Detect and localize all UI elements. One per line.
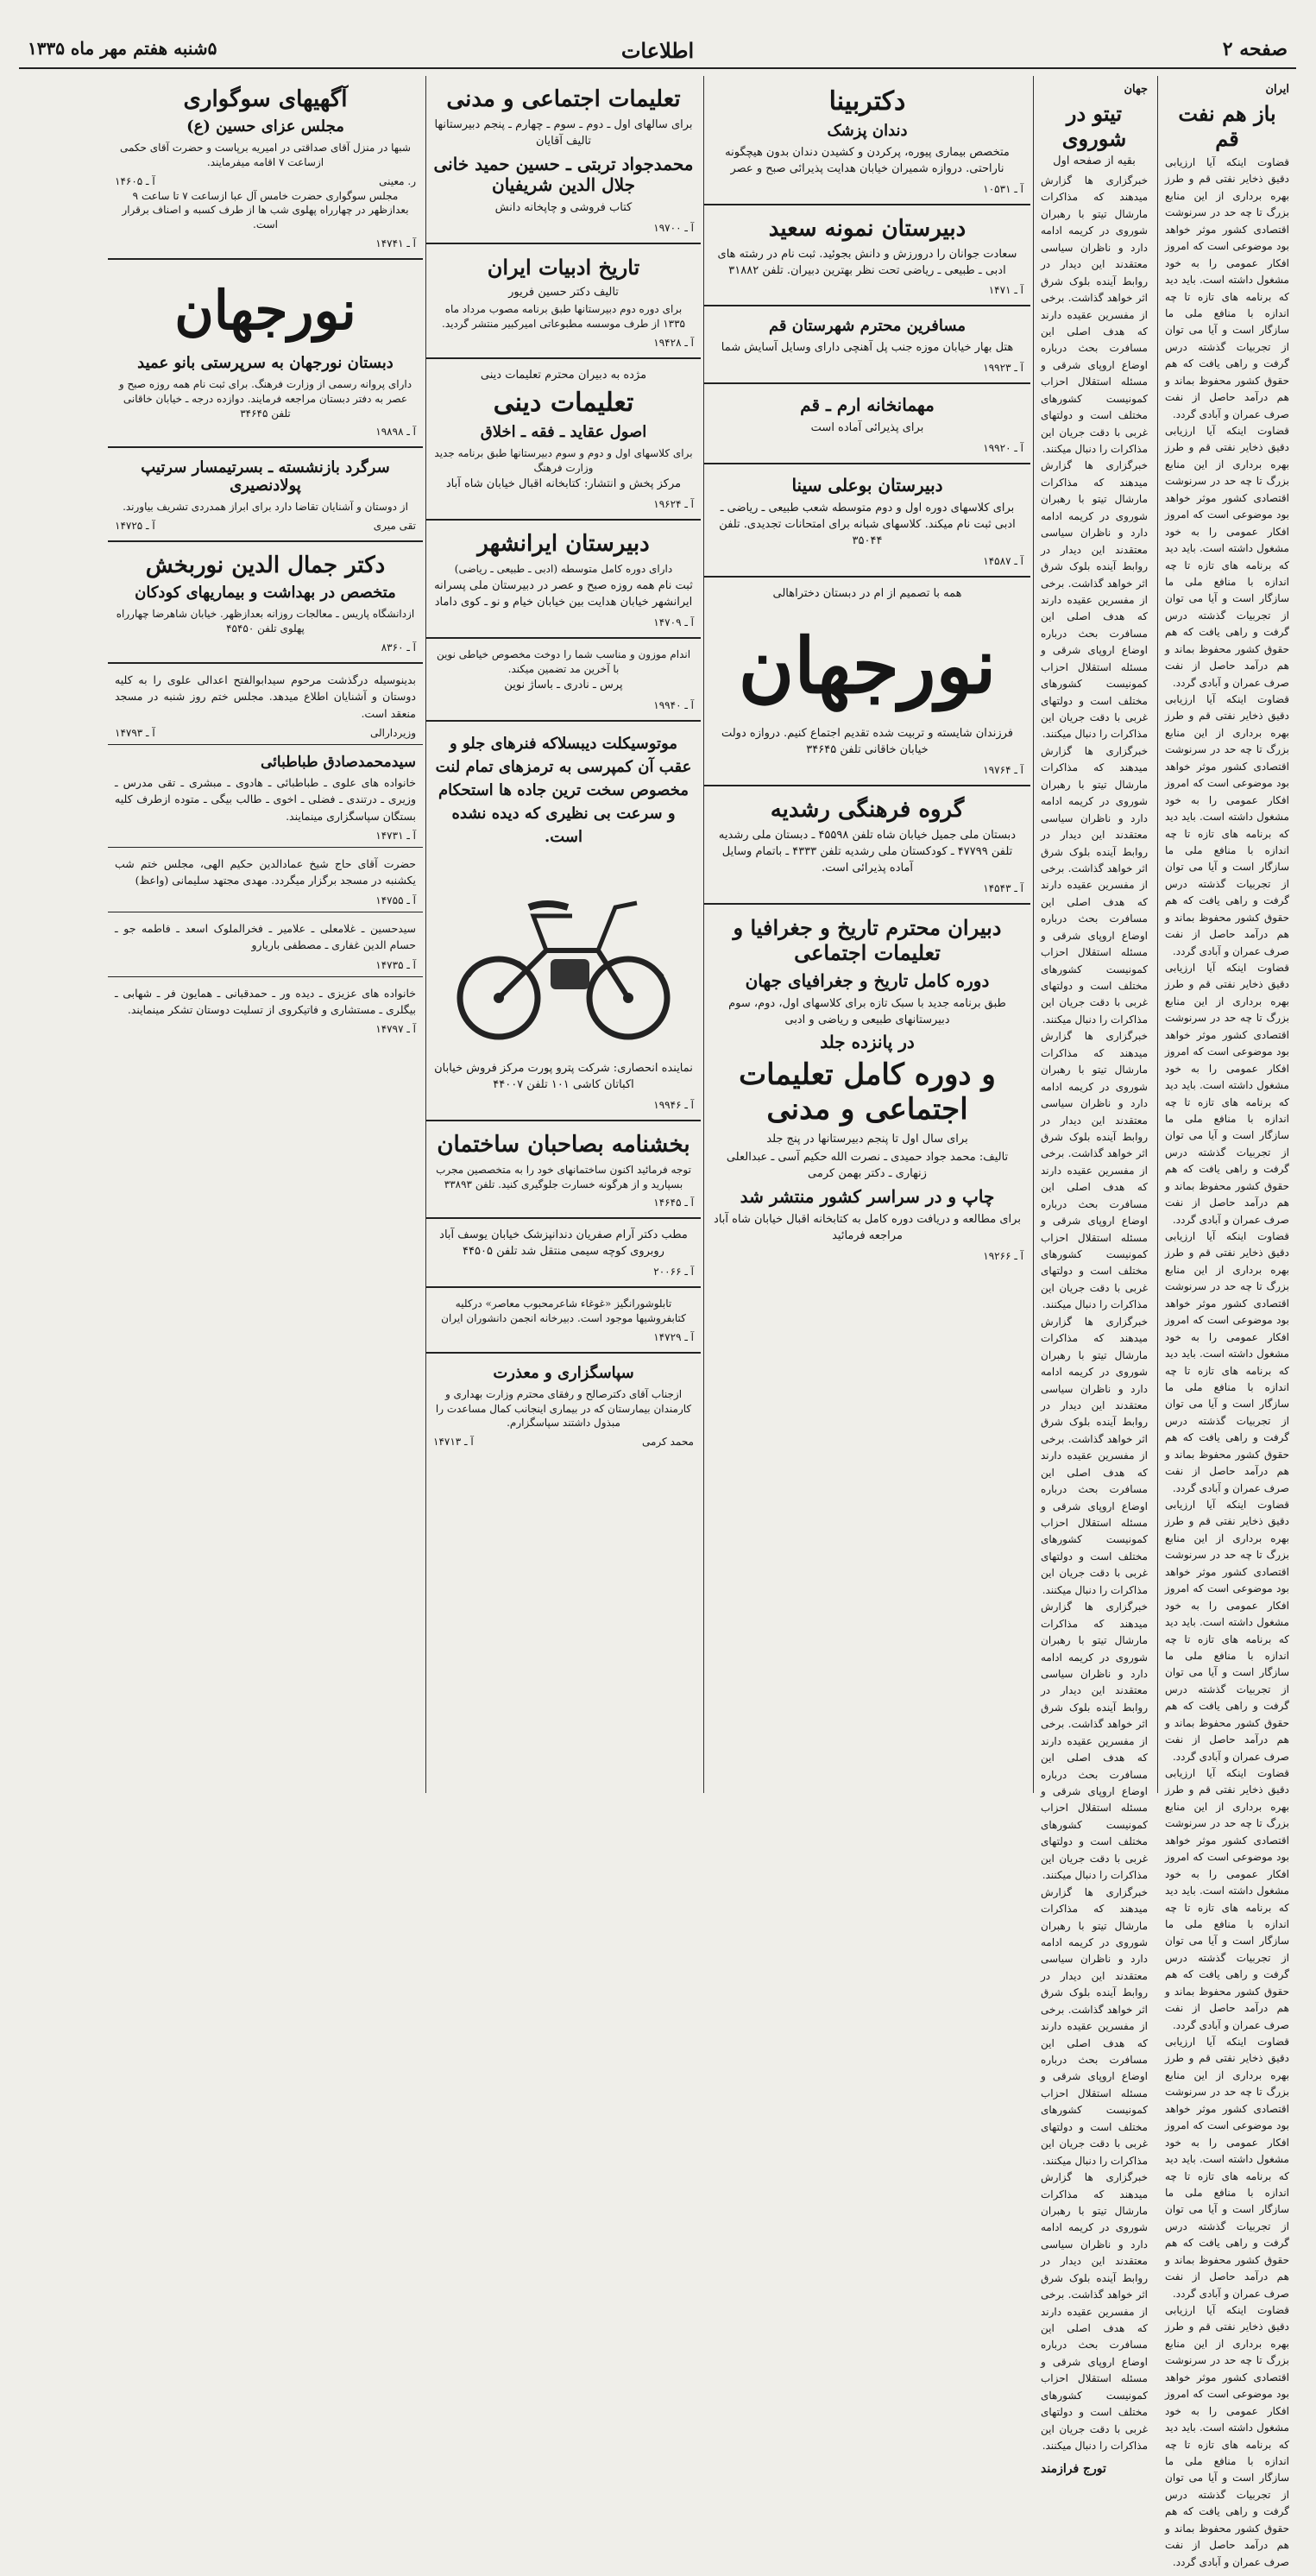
motorcycle-illustration xyxy=(451,856,676,1054)
ad-volumes: در پانزده جلد xyxy=(820,1032,915,1053)
masthead xyxy=(19,33,1296,69)
ad-ref: آ ـ ۱۹۷۰۰ xyxy=(653,221,694,234)
article-body-repeat: خبرگزاری ها گزارش میدهند که مذاکرات مارشال تیتو با رهبران شوروی در کریمه ادامه دارد و ناظران سیاسی معتقدند این دیدار در روابط آینده بلوک شرق اثر خواهد گذاشت. برخی از مفسرین عقیده دارند که هدف اصلی این مسافرت بحث درباره اوضاع اروپای شرقی و مسئله استقلال احزاب کمونیست کشورهای مختلف است و دولتهای غربی با دقت جریان این مذاکرات را دنبال میکنند. xyxy=(1041,744,1148,1026)
article-body-repeat: خبرگزاری ها گزارش میدهند که مذاکرات مارشال تیتو با رهبران شوروی در کریمه ادامه دارد و ناظران سیاسی معتقدند این دیدار در روابط آینده بلوک شرق اثر خواهد گذاشت. برخی از مفسرین عقیده دارند که هدف اصلی این مسافرت بحث درباره اوضاع اروپای شرقی و مسئله استقلال احزاب کمونیست کشورهای مختلف است و دولتهای غربی با دقت جریان این مذاکرات را دنبال میکنند. xyxy=(1041,2171,1148,2453)
ad-title: بخشنامه بصاحبان ساختمان xyxy=(437,1131,690,1158)
article-body-repeat: قضاوت اینکه آیا ارزیابی دقیق ذخایر نفتی قم و طرز بهره برداری از این منابع بزرگ تا چه حد در سرنوشت اقتصادی کشور موثر خواهد بود موضوعی است که امروز افکار عمومی را به خود مشغول داشته است. باید دید که برنامه های تازه تا چه اندازه با منافع ملی ما سازگار است و آیا می توان از تجربیات گذشته درس گرفت و راهی یافت که هم حقوق کشور محفوظ بماند و هم درآمد حاصل از نفت صرف عمران و آبادی گردد. xyxy=(1165,1230,1289,1494)
iran-article xyxy=(1158,76,1296,2576)
signature: تورج فرازمند xyxy=(1041,2461,1106,2476)
column-notices xyxy=(108,76,423,1793)
ad-ref: آ ـ ۱۹۲۶۶ xyxy=(983,1249,1023,1262)
ad-ref: آ ـ ۱۴۷۵۵ xyxy=(375,893,416,906)
article-body-repeat: قضاوت اینکه آیا ارزیابی دقیق ذخایر نفتی قم و طرز بهره برداری از این منابع بزرگ تا چه حد در سرنوشت اقتصادی کشور موثر خواهد بود موضوعی است که امروز افکار عمومی را به خود مشغول داشته است. باید دید که برنامه های تازه تا چه اندازه با منافع ملی ما سازگار است و آیا می توان از تجربیات گذشته درس گرفت و راهی یافت که هم حقوق کشور محفوظ بماند و هم درآمد حاصل از نفت صرف عمران و آبادی گردد. xyxy=(1165,425,1289,689)
ad-text: فرزندان شایسته و تربیت شده تقدیم اجتماع کنیم. دروازه دولت خیابان خاقانی تلفن ۳۴۶۴۵ xyxy=(721,727,1014,757)
notice-families xyxy=(108,912,423,977)
ad-text: برای پذیرائی آماده است xyxy=(810,421,924,435)
ad-publisher: مرکز پخش و انتشار: کتابخانه اقبال خیابان شاه آباد xyxy=(445,477,682,491)
ad-title: مسافرین محترم شهرستان قم xyxy=(768,317,967,336)
ad-text: دبستان ملی جمیل خیابان شاه تلفن ۴۵۵۹۸ ـ دبستان ملی رشدیه تلفن ۴۷۷۹۹ ـ کودکستان ملی رشدیه تلفن ۴۳۳۳ ـ باتمام وسایل آماده پذیرائی است. xyxy=(718,829,1017,874)
nourjahan-logo: نورجهان xyxy=(174,278,356,342)
ad-dentist xyxy=(426,1219,701,1288)
section-label: ایران xyxy=(1265,83,1289,96)
column-world xyxy=(1033,76,1155,2476)
ad-ref: آ ـ ۱۹۹۴۰ xyxy=(653,699,694,712)
page-number: صفحه ۲ xyxy=(1222,38,1288,60)
ad-text: برای مطالعه و دریافت دوره کامل به کتابخانه اقبال خیابان شاه آباد مراجعه فرمائید xyxy=(714,1212,1021,1242)
ad-title: سپاسگزاری و معذرت xyxy=(493,1363,634,1382)
notice-azizi xyxy=(108,977,423,1041)
ad-doctor-nourbakhsh xyxy=(108,542,423,664)
ad-text: برای سالهای اول ـ دوم ـ سوم ـ چهارم ـ پنجم دبیرستانها تالیف آقایان xyxy=(434,118,693,148)
ad-text: برای سال اول تا پنجم دبیرستانها در پنج جلد xyxy=(766,1133,968,1146)
ad-text: اندام موزون و مناسب شما را دوخت مخصوص خیاطی نوین با آخرین مد تضمین میکند. xyxy=(436,647,691,675)
article-body-repeat: خبرگزاری ها گزارش میدهند که مذاکرات مارشال تیتو با رهبران شوروی در کریمه ادامه دارد و ناظران سیاسی معتقدند این دیدار در روابط آینده بلوک شرق اثر خواهد گذاشت. برخی از مفسرین عقیده دارند که هدف اصلی این مسافرت بحث درباره اوضاع اروپای شرقی و مسئله استقلال احزاب کمونیست کشورهای مختلف است و دولتهای غربی با دقت جریان این مذاکرات را دنبال میکنند. xyxy=(1041,1315,1148,1596)
nourjahan-logo: نورجهان xyxy=(738,621,997,711)
ad-text: برای کلاسهای دوره اول و دوم متوسطه شعب طبیعی ـ ریاضی ـ ادبی ثبت نام میکند. کلاسهای شبانه برای امتحانات تجدیدی. تلفن ۳۵۰۴۴ xyxy=(719,502,1016,547)
ad-subtitle: دارای دوره کامل متوسطه (ادبی ـ طبیعی ـ ریاضی) xyxy=(454,563,673,576)
notice-text: سیدحسین ـ غلامعلی ـ علامیر ـ فخرالملوک اسعد ـ فاطمه جو ـ حسام الدین غفاری ـ مصطفی باریارو xyxy=(115,921,416,952)
ad-ref: آ ـ ۱۹۹۲۳ xyxy=(983,362,1023,375)
article-body-repeat: قضاوت اینکه آیا ارزیابی دقیق ذخایر نفتی قم و طرز بهره برداری از این منابع بزرگ تا چه حد در سرنوشت اقتصادی کشور موثر خواهد بود موضوعی است که امروز افکار عمومی را به خود مشغول داشته است. باید دید که برنامه های تازه تا چه اندازه با منافع ملی ما سازگار است و آیا می توان از تجربیات گذشته درس گرفت و راهی یافت که هم حقوق کشور محفوظ بماند و هم درآمد حاصل از نفت صرف عمران و آبادی گردد. xyxy=(1165,2036,1289,2300)
ad-ref: آ ـ ۲۰۰۶۶ xyxy=(653,1266,694,1279)
ad-ref: آ ـ ۱۴۶۴۵ xyxy=(653,1196,694,1209)
ad-ref: محمد کرمی آ ـ ۱۴۷۱۳ xyxy=(433,1436,694,1449)
article-body: قضاوت اینکه آیا ارزیابی دقیق ذخایر نفتی قم و طرز بهره برداری از این منابع بزرگ تا چه حد در سرنوشت اقتصادی کشور موثر خواهد بود موضوعی است که امروز افکار عمومی را به خود مشغول داشته است. باید دید که برنامه های تازه تا چه اندازه با منافع ملی ما سازگار است و آیا می توان از تجربیات گذشته درس گرفت و راهی یافت که هم حقوق کشور محفوظ بماند و هم درآمد حاصل از نفت صرف عمران و آبادی گردد. xyxy=(1165,156,1289,420)
ad-title: دبیرستان ایرانشهر xyxy=(477,531,650,558)
ad-ref: آ ـ ۱۴۷۴۱ xyxy=(375,237,416,249)
ad-tailor xyxy=(426,639,701,722)
ad-builders xyxy=(426,1121,701,1220)
article-title: باز هم نفت قم xyxy=(1178,101,1276,151)
byline: بقیه از صفحه اول xyxy=(1053,155,1136,167)
ad-notice: مژده به دبیران محترم تعلیمات دینی xyxy=(480,368,647,382)
ad-iranshahr xyxy=(426,521,701,638)
ad-ref: ر. معینی آ ـ ۱۴۶۰۵ xyxy=(115,174,416,187)
ad-title: دکتربینا xyxy=(828,86,906,117)
issue-date: ۵شنبه هفتم مهر ماه ۱۳۳۵ xyxy=(28,38,217,59)
article-body-repeat: خبرگزاری ها گزارش میدهند که مذاکرات مارشال تیتو با رهبران شوروی در کریمه ادامه دارد و ناظران سیاسی معتقدند این دیدار در روابط آینده بلوک شرق اثر خواهد گذاشت. برخی از مفسرین عقیده دارند که هدف اصلی این مسافرت بحث درباره اوضاع اروپای شرقی و مسئله استقلال احزاب کمونیست کشورهای مختلف است و دولتهای غربی با دقت جریان این مذاکرات را دنبال میکنند. xyxy=(1041,1030,1148,1311)
ad-shop: پرس ـ نادری ـ باساژ نوین xyxy=(504,679,623,692)
ad-nourjahan-girls xyxy=(704,578,1030,787)
notice-title: سیدمحمدصادق طباطبائی xyxy=(260,753,416,771)
ad-ref: آ ـ ۱۹۴۲۸ xyxy=(653,336,694,349)
notice-text: حضرت آقای حاج شیخ عمادالدین حکیم الهی، مجلس ختم شب یکشنبه در مسجد برگزار میگردد. مهدی مجتهد سلیمانی (واعظ) xyxy=(115,857,416,887)
ad-social-education xyxy=(426,76,701,244)
newspaper-name: اطلاعات xyxy=(620,38,695,63)
ad-text: طبق برنامه جدید با سبک تازه برای کلاسهای اول، دوم، سوم دبیرستانهای طبیعی و ریاضی و ادبی xyxy=(728,996,1006,1026)
ad-ref: آ ـ ۱۴۷۲۹ xyxy=(653,1330,694,1343)
ad-title: مهمانخانه ارم ـ قم xyxy=(800,395,935,416)
ad-ref: وزیردارالی آ ـ ۱۴۷۹۳ xyxy=(115,726,416,739)
ad-authors: تالیف: محمد جواد حمیدی ـ نصرت الله حکیم آسی ـ عبدالعلی زنهاری ـ دکتر بهمن کرمی xyxy=(726,1151,1009,1181)
ad-text: شبها در منزل آقای صداقتی در امیریه برپاست و حضرت آقای حکمی ازساعت ۷ اقامه میفرمایند. xyxy=(119,142,411,168)
ad-ref: آ ـ ۸۳۶۰ xyxy=(381,641,416,653)
article-body-repeat: قضاوت اینکه آیا ارزیابی دقیق ذخایر نفتی قم و طرز بهره برداری از این منابع بزرگ تا چه حد در سرنوشت اقتصادی کشور موثر خواهد بود موضوعی است که امروز افکار عمومی را به خود مشغول داشته است. باید دید که برنامه های تازه تا چه اندازه با منافع ملی ما سازگار است و آیا می توان از تجربیات گذشته درس گرفت و راهی یافت که هم حقوق کشور محفوظ بماند و هم درآمد حاصل از نفت صرف عمران و آبادی گردد. xyxy=(1165,693,1289,957)
ad-subtitle: تالیف دکتر حسین فریور xyxy=(508,285,619,299)
ad-literature xyxy=(426,244,701,359)
ad-text: نماینده انحصاری: شرکت پترو پورت مرکز فروش خیابان اکباتان کاشی ۱۰۱ تلفن ۴۴۰۰۷ xyxy=(434,1062,693,1092)
ad-text: مجلس سوگواری حضرت خامس آل عبا ازساعت ۷ تا ساعت ۹ بعدازظهر در چهارراه پهلوی شب ها از طرف کسبه و اصناف برقرار است. xyxy=(122,189,409,231)
ad-ref: آ ـ ۱۴۷۹۷ xyxy=(375,1023,416,1036)
ad-title: تعلیمات دینی xyxy=(493,387,634,418)
ad-pre: همه با تصمیم از ام در دبستان دختراهالی xyxy=(772,586,962,600)
ad-bina xyxy=(704,76,1030,205)
article-body-repeat: قضاوت اینکه آیا ارزیابی دقیق ذخایر نفتی قم و طرز بهره برداری از این منابع بزرگ تا چه حد در سرنوشت اقتصادی کشور موثر خواهد بود موضوعی است که امروز افکار عمومی را به خود مشغول داشته است. باید دید که برنامه های تازه تا چه اندازه با منافع ملی ما سازگار است و آیا می توان از تجربیات گذشته درس گرفت و راهی یافت که هم حقوق کشور محفوظ بماند و هم درآمد حاصل از نفت صرف عمران و آبادی گردد. xyxy=(1165,2304,1289,2568)
ad-subtitle: دوره کامل تاریخ و جغرافیای جهان xyxy=(745,969,990,991)
ad-text: ازدانشگاه پاریس ـ معالجات روزانه بعدازظهر. خیابان شاهرضا چهارراه پهلوی تلفن ۴۵۴۵۰ xyxy=(116,608,415,635)
ad-motorcycle xyxy=(426,722,701,1121)
ad-text: برای دوره دوم دبیرستانها طبق برنامه مصوب مرداد ماه ۱۳۳۵ از طرف موسسه مطبوعاتی امیرکبیر منتشر گردید. xyxy=(442,303,685,331)
ad-ref: آ ـ ۱۹۹۲۰ xyxy=(983,442,1023,455)
ad-thanks xyxy=(426,1354,701,1456)
ad-ref: آ ـ ۱۹۹۴۶ xyxy=(653,1098,694,1111)
ad-text: مطب دکتر آرام صفریان دندانپزشک خیابان یوسف آباد روبروی کوچه سیمی منتقل شد تلفن ۴۴۵۰۵ xyxy=(439,1228,688,1259)
article-body: خبرگزاری ها گزارش میدهند که مذاکرات مارشال تیتو با رهبران شوروی در کریمه ادامه دارد و ناظران سیاسی معتقدند این دیدار در روابط آینده بلوک شرق اثر خواهد گذاشت. برخی از مفسرین عقیده دارند که هدف اصلی این مسافرت بحث درباره اوضاع اروپای شرقی و مسئله استقلال احزاب کمونیست کشورهای مختلف است و دولتهای غربی با دقت جریان این مذاکرات را دنبال میکنند. xyxy=(1041,174,1148,455)
ad-pouladnasiri xyxy=(108,448,423,542)
article-body-repeat: خبرگزاری ها گزارش میدهند که مذاکرات مارشال تیتو با رهبران شوروی در کریمه ادامه دارد و ناظران سیاسی معتقدند این دیدار در روابط آینده بلوک شرق اثر خواهد گذاشت. برخی از مفسرین عقیده دارند که هدف اصلی این مسافرت بحث درباره اوضاع اروپای شرقی و مسئله استقلال احزاب کمونیست کشورهای مختلف است و دولتهای غربی با دقت جریان این مذاکرات را دنبال میکنند. xyxy=(1041,1885,1148,2167)
world-article xyxy=(1034,76,1155,2481)
ad-title: دکتر جمال الدین نوربخش xyxy=(145,552,386,579)
ad-ref: آ ـ ۱۹۸۹۸ xyxy=(375,426,416,439)
notice-text: خانواده های علوی ـ طباطبائی ـ هادوی ـ مبشری ـ تقی مدرس ـ وزیری ـ درتندی ـ فضلی ـ اخوی ـ طالب بیگی ـ متوده ازطرف کلیه بستگان سپاسگزاری مینمایند. xyxy=(115,775,416,823)
ad-title: دبیرستان بوعلی سینا xyxy=(791,475,943,496)
article-body-repeat: قضاوت اینکه آیا ارزیابی دقیق ذخایر نفتی قم و طرز بهره برداری از این منابع بزرگ تا چه حد در سرنوشت اقتصادی کشور موثر خواهد بود موضوعی است که امروز افکار عمومی را به خود مشغول داشته است. باید دید که برنامه های تازه تا چه اندازه با منافع ملی ما سازگار است و آیا می توان از تجربیات گذشته درس گرفت و راهی یافت که هم حقوق کشور محفوظ بماند و هم درآمد حاصل از نفت صرف عمران و آبادی گردد. xyxy=(1165,1499,1289,1763)
ad-text: ثبت نام همه روزه صبح و عصر در دبیرستان ملی پسرانه ایرانشهر خیابان هدایت بین خیابان خیام و نو ـ کوی داماد xyxy=(434,579,693,609)
ad-ref: آ ـ ۱۰۵۳۱ xyxy=(983,182,1023,195)
ad-subtitle: متخصص در بهداشت و بیماریهای کودکان xyxy=(135,584,396,603)
notice-tabatabaei xyxy=(108,745,423,848)
ad-title: سرگرد بازنشسته ـ بسرتیمسار سرتیپ پولادنصیری xyxy=(141,458,390,496)
ad-title: دبیرستان نمونه سعید xyxy=(768,215,967,242)
ad-subtitle: اصول عقاید ـ فقه ـ اخلاق xyxy=(480,422,647,441)
ad-title: آگهیهای سوگواری xyxy=(183,86,348,112)
ad-text: از دوستان و آشنایان تقاضا دارد برای ابراز همدردی تشریف بیاورند. xyxy=(123,501,408,514)
notice-alavi xyxy=(108,664,423,745)
ad-nourjahan xyxy=(108,260,423,448)
ad-saeed-school xyxy=(704,205,1030,307)
ad-bouali-school xyxy=(704,464,1030,578)
ad-ref: آ ـ ۱۴۷۱ xyxy=(988,284,1023,297)
ad-authors: محمدجواد تربتی ـ حسین حمید خانی جلال الدین شریفیان xyxy=(433,153,694,195)
ad-qom-travellers xyxy=(704,306,1030,384)
ad-text: توجه فرمائید اکنون ساختمانهای خود را به متخصصین مجرب بسپارید و از هرگونه خسارت جلوگیری کنید. تلفن ۳۳۸۹۳ xyxy=(436,1163,691,1190)
ad-text: تابلوشورانگیز «غوغاء شاعرمحبوب معاصر» درکلیه کتابفروشیها موجود است. دبیرخانه انجمن دانشوران ایران xyxy=(441,1297,686,1324)
ad-eram-hotel xyxy=(704,384,1030,464)
ad-ref: آ ـ ۱۴۵۴۳ xyxy=(983,881,1023,894)
ad-roshdieh xyxy=(704,786,1030,905)
ad-ref: آ ـ ۱۴۷۰۹ xyxy=(653,616,694,628)
article-body-repeat: خبرگزاری ها گزارش میدهند که مذاکرات مارشال تیتو با رهبران شوروی در کریمه ادامه دارد و ناظران سیاسی معتقدند این دیدار در روابط آینده بلوک شرق اثر خواهد گذاشت. برخی از مفسرین عقیده دارند که هدف اصلی این مسافرت بحث درباره اوضاع اروپای شرقی و مسئله استقلال احزاب کمونیست کشورهای مختلف است و دولتهای غربی با دقت جریان این مذاکرات را دنبال میکنند. xyxy=(1041,459,1148,741)
ad-title: گروه فرهنگی رشدیه xyxy=(770,797,965,824)
ad-ref: آ ـ ۱۴۵۸۷ xyxy=(983,554,1023,567)
ad-ref: آ ـ ۱۴۷۳۵ xyxy=(375,958,416,971)
ad-text: متخصص بیماری پیوره، پرکردن و کشیدن دندان بدون هیچگونه ناراحتی. دروازه شمیران خیابان هدایت پذیرائی صبح و عصر xyxy=(725,146,1010,175)
article-body-repeat: خبرگزاری ها گزارش میدهند که مذاکرات مارشال تیتو با رهبران شوروی در کریمه ادامه دارد و ناظران سیاسی معتقدند این دیدار در روابط آینده بلوک شرق اثر خواهد گذاشت. برخی از مفسرین عقیده دارند که هدف اصلی این مسافرت بحث درباره اوضاع اروپای شرقی و مسئله استقلال احزاب کمونیست کشورهای مختلف است و دولتهای غربی با دقت جریان این مذاکرات را دنبال میکنند. xyxy=(1041,1601,1148,1882)
ad-title: دبیران محترم تاریخ و جغرافیا و تعلیمات اجتماعی xyxy=(733,914,1002,965)
ad-title: موتوسیکلت دیبسلاکه فنرهای جلو و عقب آن کمپرسی به ترمزهای تمام لنت مخصوص سخت ترین جاده ها استحکام و سرعت بی نظیری که دیده نشده است. xyxy=(435,735,692,847)
article-title: تیتو در شوروی xyxy=(1061,101,1127,151)
ad-ref: تقی میری آ ـ ۱۴۷۲۵ xyxy=(115,520,416,533)
ad-title-2: و دوره کامل تعلیمات اجتماعی و مدنی xyxy=(739,1058,996,1127)
ad-subtitle: مجلس عزای حسین (ع) xyxy=(186,117,344,136)
ad-shop: کتاب فروشی و چاپخانه دانش xyxy=(494,200,633,214)
ad-ref: آ ـ ۱۹۷۶۴ xyxy=(983,764,1023,777)
ad-text: ازجناب آقای دکترصالح و رفقای محترم وزارت بهداری و کارمندان بیمارستان که در بیماری اینجانب کمال مساعدت را مبذول داشتند سپاسگزارم. xyxy=(435,1387,692,1430)
ad-published: چاپ و در سراسر کشور منتشر شد xyxy=(740,1185,995,1207)
ad-ref: آ ـ ۱۴۷۳۱ xyxy=(375,830,416,843)
ad-religious xyxy=(426,359,701,521)
ad-ref: آ ـ ۱۹۶۲۴ xyxy=(653,498,694,511)
column-ads-books xyxy=(425,76,701,1793)
ad-subtitle: دندان پزشک xyxy=(827,122,908,140)
article-body-repeat: قضاوت اینکه آیا ارزیابی دقیق ذخایر نفتی قم و طرز بهره برداری از این منابع بزرگ تا چه حد در سرنوشت اقتصادی کشور موثر خواهد بود موضوعی است که امروز افکار عمومی را به خود مشغول داشته است. باید دید که برنامه های تازه تا چه اندازه با منافع ملی ما سازگار است و آیا می توان از تجربیات گذشته درس گرفت و راهی یافت که هم حقوق کشور محفوظ بماند و هم درآمد حاصل از نفت صرف عمران و آبادی گردد. xyxy=(1165,962,1289,1226)
ad-text: دارای پروانه رسمی از وزارت فرهنگ. برای ثبت نام همه روزه صبح و عصر به دفتر دبستان مراجعه فرمایند. دوازده درجه ـ خیابان خاقانی تلفن ۳۴۶۴۵ xyxy=(118,377,412,420)
ad-history-books xyxy=(704,905,1030,1271)
section-label: جهان xyxy=(1124,83,1148,96)
article-body-repeat: قضاوت اینکه آیا ارزیابی دقیق ذخایر نفتی قم و طرز بهره برداری از این منابع بزرگ تا چه حد در سرنوشت اقتصادی کشور موثر خواهد بود موضوعی است که امروز افکار عمومی را به خود مشغول داشته است. باید دید که برنامه های تازه تا چه اندازه با منافع ملی ما سازگار است و آیا می توان از تجربیات گذشته درس گرفت و راهی یافت که هم حقوق کشور محفوظ بماند و هم درآمد حاصل از نفت صرف عمران و آبادی گردد. xyxy=(1165,1767,1289,2031)
ad-text: هتل بهار خیابان موزه جنب پل آهنچی دارای وسایل آسایش شما xyxy=(721,341,1014,355)
ad-text: سعادت جوانان را درورزش و دانش بجوئید. ثبت نام در رشته های ادبی ـ طبیعی ـ ریاضی تحت نظر بهترین دبیران. تلفن ۳۱۸۸۲ xyxy=(717,247,1017,277)
notice-hakim-elahi xyxy=(108,848,423,912)
notice-text: خانواده های عزیزی ـ دیده ور ـ حمدقبانی ـ همایون فر ـ شهابی ـ بیگلری ـ مستشاری و فاتیکروی از تسلیت دوستان تشکر مینمایند. xyxy=(115,986,416,1016)
ad-text: برای کلاسهای اول و دوم و سوم دبیرستانها طبق برنامه جدید وزارت فرهنگ xyxy=(434,446,693,474)
ad-mourning xyxy=(108,76,423,260)
ad-poet xyxy=(426,1288,701,1354)
column-iran xyxy=(1157,76,1296,2568)
column-ads-schools xyxy=(703,76,1030,1793)
ad-title: تعلیمات اجتماعی و مدنی xyxy=(446,86,681,112)
ad-title: تاریخ ادبیات ایران xyxy=(487,254,640,280)
ad-title: دبستان نورجهان به سرپرستی بانو عمید xyxy=(137,353,394,372)
notice-text: بدینوسیله درگذشت مرحوم سیدابوالفتح اعدالی علوی را به کلیه دوستان و آشنایان اطلاع میدهد. مجلس ختم روز شنبه در مسجد منعقد است. xyxy=(115,672,416,720)
